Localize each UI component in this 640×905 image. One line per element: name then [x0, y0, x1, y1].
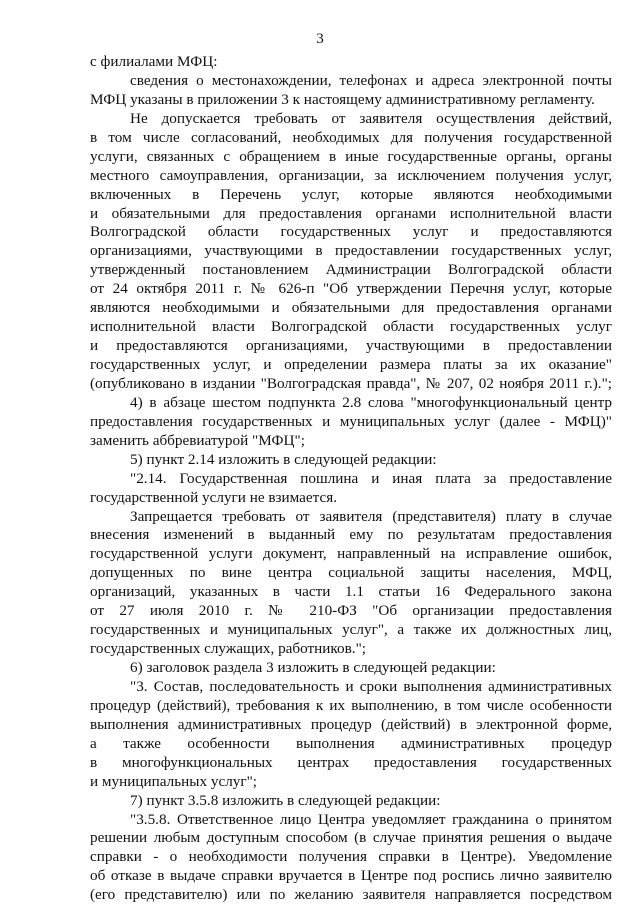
text-line: утвержденный постановлением Администрации Волгоградской области: [90, 261, 612, 279]
text-line: являются необходимыми и обязательными для предоставления органами: [90, 299, 612, 317]
text-line: 5) пункт 2.14 изложить в следующей редакции:: [130, 450, 437, 468]
text-line: организаций, указанных в части 1.1 статьи 16 Федерального закона: [90, 583, 612, 601]
text-line: государственной услуги документ, направленный на исправление ошибок,: [90, 545, 612, 563]
text-line: от 27 июля 2010 г. № 210-ФЗ "Об организации предоставления: [90, 602, 612, 620]
text-line: местного самоуправления, организации, за исключением получения услуг,: [90, 166, 612, 184]
text-line: справки - о необходимости получения справки в Центре). Уведомление: [90, 848, 612, 866]
text-line: включенных в Перечень услуг, которые являются необходимыми: [90, 185, 612, 203]
text-line: МФЦ указаны в приложении 3 к настоящему административному регламенту.: [90, 90, 595, 108]
text-line: 7) пункт 3.5.8 изложить в следующей редакции:: [130, 791, 441, 809]
text-line: в многофункциональных центрах предоставления государственных: [90, 753, 612, 771]
text-line: решении любым доступным способом (в случае принятия решения о выдаче: [90, 829, 612, 847]
text-line: предоставления государственных и муниципальных услуг (далее - МФЦ)": [90, 412, 612, 430]
text-line: и обязательными для предоставления органами исполнительной власти: [90, 204, 612, 222]
text-line: и муниципальных услуг";: [90, 772, 258, 790]
text-line: Запрещается требовать от заявителя (представителя) плату в случае: [130, 507, 612, 525]
text-line: исполнительной власти Волгоградской области государственных услуг: [90, 318, 612, 336]
text-line: выполнения административных процедур (действий) в электронной форме,: [90, 715, 612, 733]
text-line: а также особенности выполнения административных процедур: [90, 734, 612, 752]
text-line: 4) в абзаце шестом подпункта 2.8 слова "многофункциональный центр: [130, 393, 612, 411]
text-line: (его представителю) или по желанию заявителя направляется посредством: [90, 886, 612, 904]
text-line: внесения изменений в выданный ему по результатам предоставления: [90, 526, 612, 544]
text-line: заменить аббревиатурой "МФЦ";: [90, 431, 305, 449]
text-line: с филиалами МФЦ:: [90, 53, 218, 70]
text-line: услуги, связанных с обращением в иные государственные органы, органы: [90, 147, 612, 165]
text-line: в том числе согласований, необходимых для получения государственной: [90, 128, 612, 146]
text-line: государственных и муниципальных услуг", а также их должностных лиц,: [90, 621, 612, 639]
text-line: "2.14. Государственная пошлина и иная плата за предоставление: [130, 469, 612, 487]
text-line: процедур (действий), требования к их выполнению, в том числе особенности: [90, 696, 612, 714]
text-line: государственных служащих, работников.";: [90, 640, 367, 658]
text-line: об отказе в выдаче справки вручается в Центре под роспись лично заявителю: [90, 867, 612, 885]
document-body: [90, 53, 612, 905]
text-line: допущенных по вине центра социальной защиты населения, МФЦ,: [90, 564, 612, 582]
text-line: и предоставляются организациями, участвующими в предоставлении: [90, 337, 612, 355]
text-line: Не допускается требовать от заявителя осуществления действий,: [130, 109, 612, 127]
text-line: (опубликовано в издании "Волгоградская правда", № 207, 02 ноября 2011 г.).";: [90, 374, 612, 392]
text-line: "3.5.8. Ответственное лицо Центра уведомляет гражданина о принятом: [130, 810, 612, 828]
text-line: от 24 октября 2011 г. № 626-п "Об утверждении Перечня услуг, которые: [90, 280, 612, 298]
page-number: 3: [316, 31, 324, 47]
text-line: государственной услуги не взимается.: [90, 488, 337, 506]
text-line: Волгоградской области государственных услуг и предоставляются: [90, 223, 612, 241]
text-line: 6) заголовок раздела 3 изложить в следующей редакции:: [130, 659, 496, 676]
text-line: государственных услуг, и определении размера платы за их оказание": [90, 356, 612, 373]
text-line: организациями, участвующими в предоставлении государственных услуг,: [90, 242, 612, 260]
text-line: сведения о местонахождении, телефонах и адреса электронной почты: [130, 71, 612, 89]
text-line: "3. Состав, последовательность и сроки выполнения административных: [130, 677, 612, 695]
